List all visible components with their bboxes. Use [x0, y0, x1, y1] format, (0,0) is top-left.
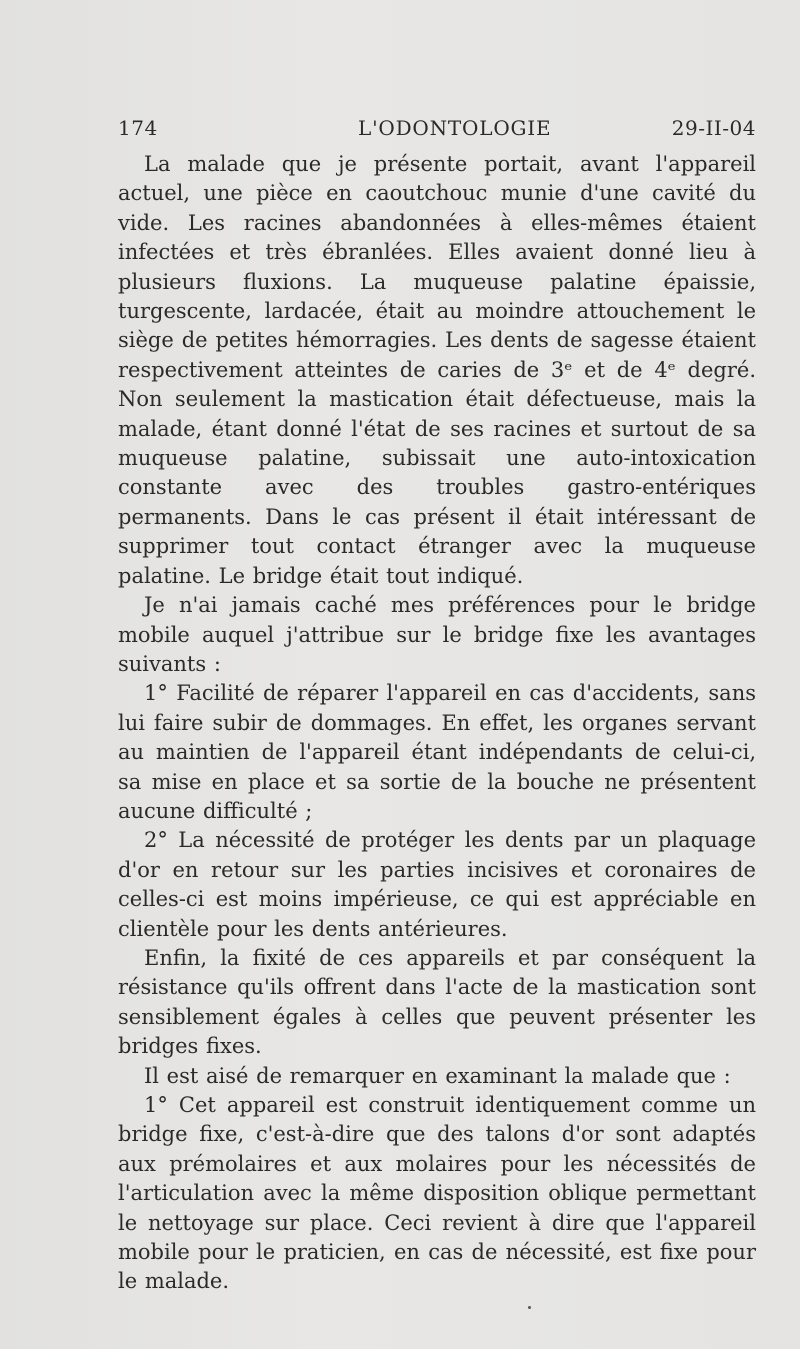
page-number: 174 — [118, 116, 158, 140]
ink-speck — [528, 1306, 531, 1309]
running-title: L'ODONTOLOGIE — [358, 116, 552, 140]
page-header — [118, 116, 756, 146]
paragraph-preferences: Je n'ai jamais caché mes préférences pour le bridge mobile auquel j'attribue sur le bridge fixe les avantages suivants : — [118, 593, 756, 676]
paragraph-construction: 1° Cet appareil est construit identiquement comme un bridge fixe, c'est-à-dire que des talons d'or sont adaptés aux prémolaires et aux molaires pour les nécessités de l'articulation avec la même disposition oblique permettant le nettoyage sur place. Ceci revient à dire que l'appareil mobile pour le praticien, en cas de nécessité, est fixe pour le malade. — [118, 1093, 756, 1294]
paragraph-advantage-2: 2° La nécessité de protéger les dents par un plaquage d'or en retour sur les parties incisives et coronaires de celles-ci est moins impérieuse, ce qui est appréciable en clientèle pour les dents antérieures. — [118, 828, 756, 941]
paragraph-case-description: La malade que je présente portait, avant l'appareil actuel, une pièce en caoutchouc munie d'une cavité du vide. Les racines abandonnées à elles-mêmes étaient infectées et très ébranlées. Elles avaient donné lieu à plusieurs fluxions. La muqueuse palatine épaissie, turgescente, lardacée, était au moindre attouchement le siège de petites hémorragies. Les dents de sagesse étaient respectivement atteintes de caries de 3ᵉ et de 4ᵉ degré. Non seulement la mastication était défectueuse, mais la malade, étant donné l'état de ses racines et surtout de sa muqueuse palatine, subissait une auto-intoxication constante avec des troubles gastro-entériques permanents. Dans le cas présent il était intéressant de supprimer tout contact étranger avec la muqueuse palatine. Le bridge était tout indiqué. — [118, 152, 756, 588]
paragraph-advantage-1: 1° Facilité de réparer l'appareil en cas d'accidents, sans lui faire subir de dommages. En effet, les organes servant au maintien de l'appareil étant indépendants de celui-ci, sa mise en place et sa sortie de la bouche ne présentent aucune difficulté ; — [118, 681, 756, 823]
paragraph-fixity: Enfin, la fixité de ces appareils et par conséquent la résistance qu'ils offrent dans l'acte de la mastication sont sensiblement égales à celles que peuvent présenter les bridges fixes. — [118, 945, 756, 1059]
body-text — [118, 150, 756, 1297]
issue-date: 29-II-04 — [671, 116, 756, 140]
paragraph-observation: Il est aisé de remarquer en examinant la malade que : — [144, 1063, 731, 1088]
